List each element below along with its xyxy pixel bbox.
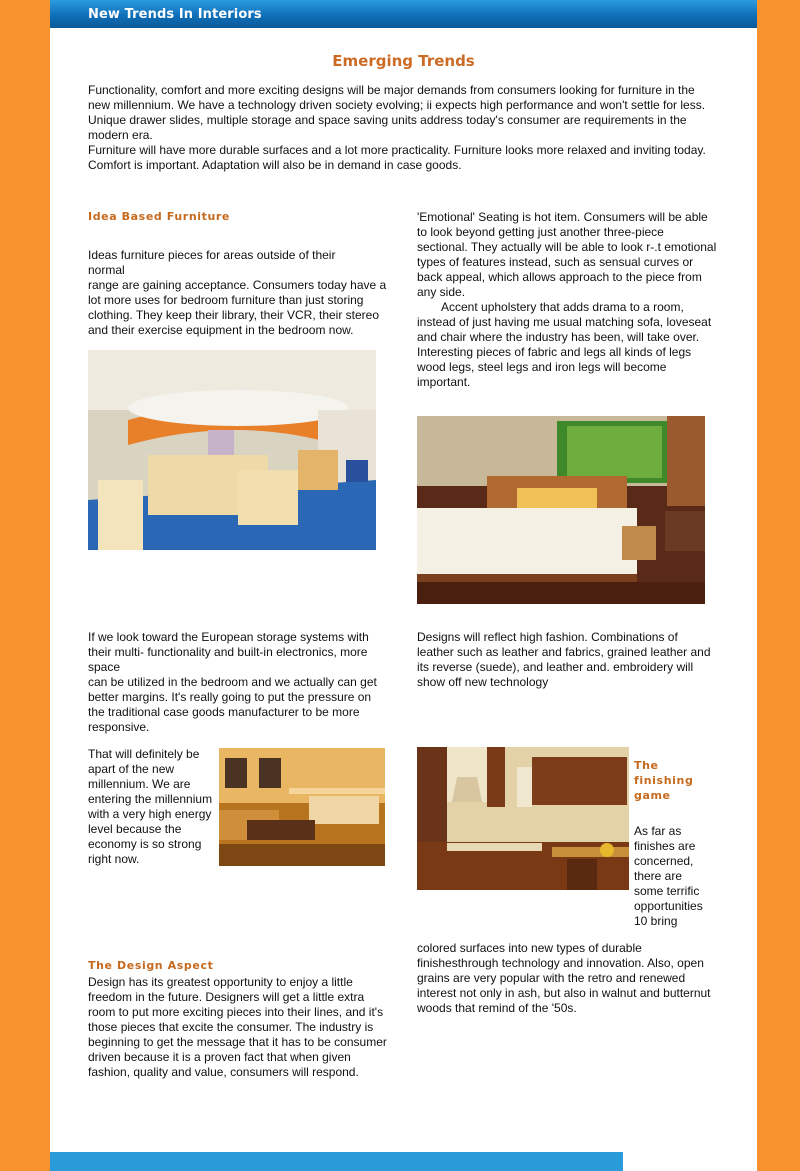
european-storage-text-2: can be utilized in the bedroom and we actually can get better margins. It's really going to put the pressure on the traditional case goods manufacturer to be more responsive.: [88, 675, 377, 734]
header-bar: [50, 0, 757, 28]
office-interior-photo: [88, 350, 376, 550]
footer-bar: [50, 1152, 623, 1171]
page-title: Emerging Trends: [332, 52, 475, 70]
intro-text: [88, 83, 718, 173]
high-fashion-text: Designs will reflect high fashion. Combinations of leather such as leather and fabrics, grained leather and its reverse (suede), and leather and. embroidery will show off new technology: [417, 630, 711, 689]
intro-paragraph-2: Furniture will have more durable surfaces and a lot more practicality. Furniture looks more relaxed and inviting today. Comfort is important. Adaptation will also be in demand in case goods.: [88, 143, 706, 172]
emotional-seating-text: [417, 210, 717, 390]
idea-text-1: Ideas furniture pieces for areas outside of their normal: [88, 248, 336, 277]
content-panel: [50, 0, 757, 1171]
finishing-side-text: As far as finishes are concerned, there are some terrific opportunities 10 bring: [634, 824, 703, 928]
european-storage-text-1: If we look toward the European storage systems with their multi- functionality and built-in electronics, more space: [88, 630, 369, 674]
idea-based-furniture-heading: Idea Based Furniture: [88, 210, 230, 223]
finishing-text: colored surfaces into new types of durable finishesthrough technology and innovation. Also, open grains are very popular with the retro and renewed interest not only in ash, but also in walnut and butternut woods that remind of the '50s.: [417, 941, 711, 1015]
design-aspect-heading: The Design Aspect: [88, 959, 214, 972]
emotional-paragraph-1: 'Emotional' Seating is hot item. Consumers will be able to look beyond getting just another three-piece sectional. They actually will be able to look r-.t emotional types of features instead, such as sensual curves or back appeal, which allows approach to the piece from any side.: [417, 210, 717, 299]
bedroom-photo: [417, 416, 705, 604]
millennium-text: That will definitely be apart of the new millennium. We are entering the millennium with a very high energy level because the economy is so strong right now.: [88, 747, 213, 866]
header-title: New Trends In Interiors: [88, 7, 262, 22]
finishing-game-heading: The finishing game: [634, 759, 694, 802]
emotional-paragraph-2: Accent upholstery that adds drama to a room, instead of just having me usual matching sofa, loveseat and chair where the industry has been, will take over. Interesting pieces of fabric and legs all kinds of legs wood legs, steel legs and iron legs will become important.: [417, 300, 712, 389]
idea-text-2: range are gaining acceptance. Consumers today have a lot more uses for bedroom furniture than just storing clothing. They keep their library, their VCR, their stereo and their exercise equipment in the bedroom now.: [88, 278, 387, 337]
intro-paragraph-1: Functionality, comfort and more exciting designs will be major demands from consumers looking for furniture in the new millennium. We have a technology driven society evolving; ii expects high performance and won't settle for less. Unique drawer slides, multiple storage and space saving units address today's consumer are requirements in the modern era.: [88, 83, 706, 142]
design-aspect-text: Design has its greatest opportunity to enjoy a little freedom in the future. Designers will get a little extra room to put more exciting pieces into their lines, and it's those pieces that excite the consumer. The industry is beginning to get the message that it has to be consumer driven because it is a proven fact that when given fashion, quality and value, consumers will respond.: [88, 975, 387, 1079]
living-room-photo: [219, 748, 385, 866]
kitchen-photo: [417, 747, 629, 890]
